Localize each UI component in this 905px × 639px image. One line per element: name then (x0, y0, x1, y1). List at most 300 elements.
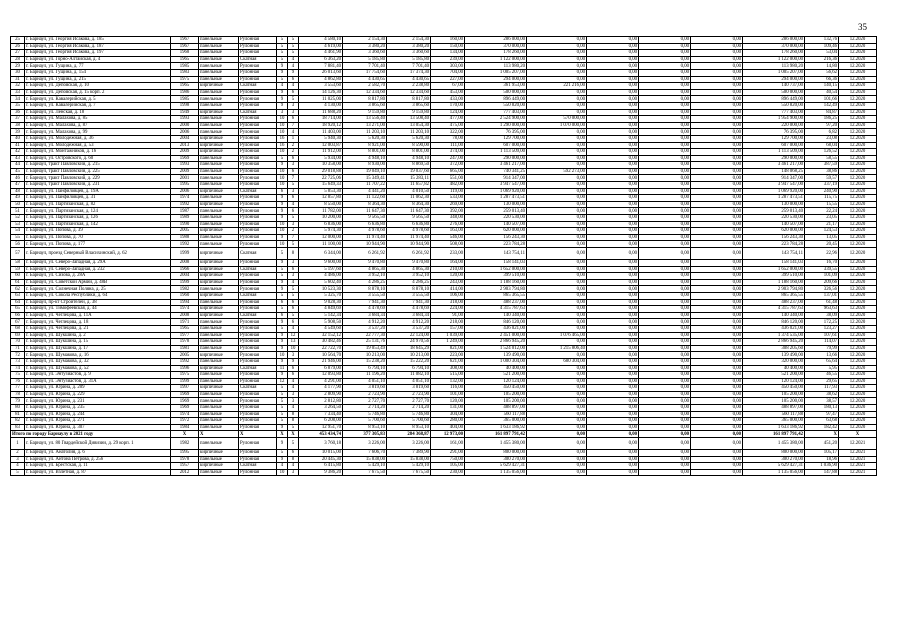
cell-addr: г. Барнаул, ул. 80 Гвардейской Дивизии, д. 29 корп. 1 (25, 438, 171, 450)
cell-c2: 0,00 (527, 319, 587, 326)
cell-a1: 12 003,87 (299, 142, 343, 149)
cell-a1: 3 760,18 (299, 438, 343, 450)
cell-date: 12.2020 (839, 248, 877, 260)
cell-n: 81 (11, 411, 25, 418)
cell-c4: 0,00 (639, 431, 691, 438)
cell-c3: 0,00 (587, 260, 639, 267)
cell-year: 1978 (171, 339, 199, 346)
cell-en: 6 (288, 89, 299, 96)
cell-a1: 11 100,00 (299, 241, 343, 248)
cell-c3: 0,00 (587, 234, 639, 241)
cell-u1: 216,36 (805, 56, 839, 63)
table-row (11, 385, 877, 392)
cell-c2: 0,00 (527, 405, 587, 412)
cell-p: 227,00 (431, 76, 465, 83)
cell-c1: 399 510,00 (465, 273, 527, 280)
cell-u1: 22,24 (805, 208, 839, 215)
cell-p: 508,00 (431, 241, 465, 248)
cell-en: 5 (288, 438, 299, 450)
cell-fl: 5 (277, 155, 288, 162)
cell-a1: 4 619,00 (299, 43, 343, 50)
cell-fl: 9 (277, 96, 288, 103)
table-row (11, 411, 877, 418)
cell-c4: 0,00 (639, 142, 691, 149)
table-row (11, 142, 877, 149)
table-row (11, 234, 877, 241)
cell-c5: 0,00 (691, 352, 743, 359)
cell-c2: 0,00 (527, 431, 587, 438)
cell-roof: Рулонная (239, 339, 277, 346)
cell-c3: 0,00 (587, 424, 639, 431)
cell-roof: Рулонная (239, 241, 277, 248)
table-row (11, 102, 877, 109)
cell-roof: Скатная (239, 312, 277, 319)
cell-c4: 0,00 (639, 424, 691, 431)
cell-fl: 9 (277, 215, 288, 222)
cell-a1: 11 688,20 (299, 109, 343, 116)
table-row (11, 463, 877, 470)
cell-tot: 488 897,00 (743, 405, 805, 412)
cell-c1: 1 122 000,00 (465, 56, 527, 63)
cell-tot: 550 820,00 (743, 102, 805, 109)
cell-fl: 12 (277, 378, 288, 385)
cell-n: 74 (11, 365, 25, 372)
cell-en: 4 (288, 201, 299, 208)
cell-year: 1966 (171, 266, 199, 273)
cell-n: 38 (11, 122, 25, 129)
cell-c3: 0,00 (587, 378, 639, 385)
cell-tot: 129 700,00 (743, 135, 805, 142)
cell-u1: 15,55 (805, 201, 839, 208)
cell-roof: Рулонная (239, 469, 277, 476)
cell-a3: 15 838,00 (387, 456, 431, 463)
cell-c5: 0,00 (691, 208, 743, 215)
cell-c4: 0,00 (639, 463, 691, 470)
cell-en: 6 (288, 299, 299, 306)
cell-year: 1969 (171, 405, 199, 412)
cell-c2: 0,00 (527, 418, 587, 425)
cell-p: 621,00 (431, 358, 465, 365)
cell-c5: 0,00 (691, 418, 743, 425)
cell-addr: г. Барнаул, ул. Гущина, д. 77 (25, 63, 171, 70)
cell-roof: Рулонная (239, 116, 277, 123)
cell-a3: 7 701,40 (387, 63, 431, 70)
cell-a1: 5 853,30 (299, 188, 343, 195)
cell-fl: 9 (277, 162, 288, 169)
cell-roof: Скатная (239, 83, 277, 90)
cell-c3: 0,00 (587, 208, 639, 215)
cell-c4: 0,00 (639, 168, 691, 175)
cell-u1: 387,59 (805, 162, 839, 169)
cell-c3: 0,00 (587, 411, 639, 418)
cell-u1: 18,96 (805, 456, 839, 463)
cell-c3: 0,00 (587, 438, 639, 450)
cell-c1: 5 629 427,31 (465, 463, 527, 470)
cell-year: 1983 (171, 69, 199, 76)
cell-a3: 8 869,50 (387, 162, 431, 169)
cell-c2: 0,00 (527, 279, 587, 286)
cell-u1: 180,13 (805, 405, 839, 412)
cell-en: 3 (288, 469, 299, 476)
cell-tot: 620 000,00 (743, 228, 805, 235)
cell-c5: 0,00 (691, 109, 743, 116)
cell-date: 12.2020 (839, 83, 877, 90)
cell-date: 12.2020 (839, 234, 877, 241)
cell-fl: 10 (277, 175, 288, 182)
cell-fl: 5 (277, 306, 288, 313)
cell-a2: 25 131,76 (343, 339, 387, 346)
cell-fl: X (277, 431, 288, 438)
cell-en: 7 (288, 122, 299, 129)
cell-roof: Рулонная (239, 63, 277, 70)
cell-addr: г. Барнаул, ул. Северо-Западная, д. 29А (25, 260, 171, 267)
cell-date: 12.2020 (839, 215, 877, 222)
cell-en: 9 (288, 358, 299, 365)
cell-a1: 5 325,70 (299, 292, 343, 299)
cell-u1: 172,25 (805, 319, 839, 326)
cell-date: 12.2020 (839, 319, 877, 326)
cell-roof: Скатная (239, 292, 277, 299)
cell-wall: панельные (199, 50, 239, 57)
cell-en: 9 (288, 69, 299, 76)
cell-roof: Скатная (239, 463, 277, 470)
cell-en: 8 (288, 411, 299, 418)
cell-year: 1974 (171, 411, 199, 418)
cell-roof: Рулонная (239, 332, 277, 339)
cell-c5: 0,00 (691, 168, 743, 175)
cell-fl: 9 (277, 345, 288, 352)
cell-date: 12.2020 (839, 358, 877, 365)
cell-c2: 0,00 (527, 411, 587, 418)
cell-n: 54 (11, 228, 25, 235)
cell-year: 1974 (171, 306, 199, 313)
cell-wall: панельные (199, 162, 239, 169)
cell-fl: 9 (277, 208, 288, 215)
table-row (11, 208, 877, 215)
cell-a1: 5 142,34 (299, 312, 343, 319)
table-row (11, 319, 877, 326)
cell-addr: г. Барнаул, тракт Павловский, д. 225 (25, 168, 171, 175)
cell-c4: 0,00 (639, 299, 691, 306)
cell-c2: 221 216,00 (527, 83, 587, 90)
cell-a3: 2 714,20 (387, 405, 431, 412)
cell-a3: 18 645,29 (387, 345, 431, 352)
cell-date: 12.2020 (839, 352, 877, 359)
cell-a2: 4 865,30 (343, 266, 387, 273)
cell-addr: г. Барнаул, ул. Партизанская, д. 124 (25, 208, 171, 215)
cell-c4: 0,00 (639, 266, 691, 273)
cell-c2: 0,00 (527, 385, 587, 392)
cell-c1: 914 347,00 (465, 175, 527, 182)
cell-year: 2004 (171, 273, 199, 280)
cell-en: 3 (288, 391, 299, 398)
cell-c5: 0,00 (691, 188, 743, 195)
cell-c3: 0,00 (587, 418, 639, 425)
cell-addr: г. Барнаул, ул. Молодежная, д. 36 (25, 135, 171, 142)
cell-roof: Рулонная (239, 411, 277, 418)
cell-date: 12.2020 (839, 279, 877, 286)
table-row (11, 339, 877, 346)
cell-a1: 18 920,12 (299, 122, 343, 129)
cell-u1: 20,45 (805, 241, 839, 248)
cell-year: 2008 (171, 260, 199, 267)
cell-tot: 4 315 787,63 (743, 306, 805, 313)
cell-wall: кирпичные (199, 260, 239, 267)
cell-c4: 0,00 (639, 286, 691, 293)
cell-wall: панельные (199, 438, 239, 450)
cell-c1: 139 490,00 (465, 352, 527, 359)
cell-en: 6 (288, 372, 299, 379)
cell-wall: панельные (199, 418, 239, 425)
cell-fl: 5 (277, 405, 288, 412)
cell-c3: 0,00 (587, 352, 639, 359)
cell-wall: кирпичные (199, 312, 239, 319)
cell-addr: г. Барнаул, ул. Островского, д. 60 (25, 155, 171, 162)
cell-c2: 0,00 (527, 89, 587, 96)
cell-a2: 15 238,20 (343, 358, 387, 365)
cell-date: 12.2020 (839, 135, 877, 142)
cell-date: 12.2020 (839, 155, 877, 162)
cell-c3: 0,00 (587, 312, 639, 319)
cell-wall: панельные (199, 43, 239, 50)
cell-a2: 8 953,10 (343, 424, 387, 431)
cell-date: 12.2020 (839, 345, 877, 352)
cell-roof: Рулонная (239, 168, 277, 175)
table-row (11, 365, 877, 372)
cell-p: 515,00 (431, 372, 465, 379)
cell-date: 12.2020 (839, 208, 877, 215)
cell-date: 12.2020 (839, 411, 877, 418)
cell-addr: г. Барнаул, ул. Ленская, д. 18 (25, 109, 171, 116)
cell-en: 6 (288, 450, 299, 457)
cell-year: 1993 (171, 162, 199, 169)
cell-a1: 9 386,20 (299, 469, 343, 476)
cell-a3: 6 636,80 (387, 221, 431, 228)
cell-a2: 4 478,69 (343, 306, 387, 313)
cell-roof: Рулонная (239, 299, 277, 306)
cell-a3: 4 286,25 (387, 279, 431, 286)
cell-c2: 0,00 (527, 195, 587, 202)
cell-a2: 3 380,20 (343, 43, 387, 50)
cell-p: 78,00 (431, 135, 465, 142)
cell-p: 233,00 (431, 248, 465, 260)
cell-n: 66 (11, 312, 25, 319)
cell-u1: 101,66 (805, 96, 839, 103)
cell-roof: Рулонная (239, 96, 277, 103)
cell-fl: 10 (277, 122, 288, 129)
cell-roof: Рулонная (239, 438, 277, 450)
cell-c5: 0,00 (691, 201, 743, 208)
cell-addr: г. Барнаул, ул. Антона Петрова, д. 256 (25, 456, 171, 463)
cell-a2: 3 865,60 (343, 102, 387, 109)
cell-c4: 0,00 (639, 122, 691, 129)
table-row (11, 155, 877, 162)
cell-c2: 0,00 (527, 175, 587, 182)
cell-a1: 32 152,12 (299, 332, 343, 339)
cell-c1: 1 287 473,51 (465, 195, 527, 202)
cell-c3: 0,00 (587, 149, 639, 156)
cell-c2: 0,00 (527, 266, 587, 273)
cell-c3: 0,00 (587, 109, 639, 116)
cell-c3: 0,00 (587, 332, 639, 339)
cell-c3: 0,00 (587, 155, 639, 162)
cell-wall: кирпичные (199, 248, 239, 260)
cell-year: 1992 (171, 201, 199, 208)
cell-addr: г. Барнаул, ул. Партизанская, д. 126 (25, 215, 171, 222)
cell-addr: г. Барнаул, ул. Шукшина, д. 15 (25, 339, 171, 346)
cell-a2: 5 700,60 (343, 418, 387, 425)
cell-fl: 9 (277, 69, 288, 76)
cell-roof: Рулонная (239, 234, 277, 241)
cell-c4: 0,00 (639, 273, 691, 280)
cell-u1: 1 036,90 (805, 463, 839, 470)
cell-tot: 140 340,00 (743, 312, 805, 319)
cell-roof: Рулонная (239, 175, 277, 182)
table-row (11, 228, 877, 235)
cell-c4: 0,00 (639, 332, 691, 339)
cell-c4: 0,00 (639, 398, 691, 405)
cell-c2: 0,00 (527, 221, 587, 228)
cell-c3: 0,00 (587, 162, 639, 169)
cell-en: 6 (288, 365, 299, 372)
cell-a3: 22 124,00 (387, 332, 431, 339)
cell-c3: 0,00 (587, 292, 639, 299)
cell-n: 49 (11, 195, 25, 202)
cell-addr: г. Барнаул, ул. Брестская, д. 11 (25, 463, 171, 470)
cell-wall: панельные (199, 456, 239, 463)
cell-tot: 488 237,00 (743, 299, 805, 306)
cell-date: 12.2020 (839, 149, 877, 156)
table-row (11, 456, 877, 463)
cell-c4: 0,00 (639, 279, 691, 286)
cell-a2: 15 349,41 (343, 175, 387, 182)
cell-en: 2 (288, 149, 299, 156)
cell-fl: 9 (277, 358, 288, 365)
cell-tot: 1 135 056,00 (743, 469, 805, 476)
table-row (11, 56, 877, 63)
cell-c1: 76 395,00 (465, 129, 527, 136)
cell-tot: 399 510,00 (743, 273, 805, 280)
cell-c4: 0,00 (639, 129, 691, 136)
cell-c5: 0,00 (691, 319, 743, 326)
cell-year: 1995 (171, 450, 199, 457)
cell-c1: 1 188 160,00 (465, 279, 527, 286)
cell-en: X (288, 431, 299, 438)
cell-roof: X (239, 431, 277, 438)
cell-p: 392,00 (431, 208, 465, 215)
cell-date: 12.2020 (839, 175, 877, 182)
cell-roof: Рулонная (239, 398, 277, 405)
cell-a2: 15 838,00 (343, 456, 387, 463)
cell-c2: 0,00 (527, 135, 587, 142)
cell-date: 12.2020 (839, 228, 877, 235)
cell-date: 12.2020 (839, 63, 877, 70)
cell-a1: 10 564,70 (299, 352, 343, 359)
cell-year: 2005 (171, 228, 199, 235)
cell-u1: 186,25 (805, 116, 839, 123)
cell-tot: 290 000,00 (743, 155, 805, 162)
cell-c3: 0,00 (587, 221, 639, 228)
cell-en: 7 (288, 234, 299, 241)
table-row (11, 372, 877, 379)
cell-c4: 0,00 (639, 182, 691, 189)
cell-year: 1996 (171, 365, 199, 372)
cell-a3: 3 360,60 (387, 50, 431, 57)
cell-n: 47 (11, 182, 25, 189)
cell-year: 2005 (171, 352, 199, 359)
cell-addr: г. Барнаул, проезд Северный Власихинский, д. 62 (25, 248, 171, 260)
cell-fl: 16 (277, 135, 288, 142)
cell-n: 35 (11, 102, 25, 109)
cell-fl: 10 (277, 469, 288, 476)
cell-p: 291,00 (431, 450, 465, 457)
cell-fl: 5 (277, 292, 288, 299)
cell-c5: 0,00 (691, 149, 743, 156)
cell-c3: 0,00 (587, 266, 639, 273)
cell-a3: 12 334,60 (387, 89, 431, 96)
cell-roof: Скатная (239, 365, 277, 372)
cell-a3: 10 213,00 (387, 352, 431, 359)
cell-c5: 0,00 (691, 135, 743, 142)
table-row (11, 89, 877, 96)
cell-c5: 0,00 (691, 69, 743, 76)
cell-a2: 8 817,80 (343, 96, 387, 103)
cell-addr: г. Барнаул, ул. Попова, д. 70 (25, 234, 171, 241)
cell-wall: панельные (199, 175, 239, 182)
cell-u1: 6,82 (805, 129, 839, 136)
cell-a1: 5 940,30 (299, 135, 343, 142)
cell-fl: 9 (277, 63, 288, 70)
cell-year: 1992 (171, 241, 199, 248)
cell-tot: 1 287 473,51 (743, 195, 805, 202)
cell-a2: 5 620,30 (343, 135, 387, 142)
cell-tot: 500 000,00 (743, 89, 805, 96)
cell-a3: 3 226,00 (387, 438, 431, 450)
cell-c1: 178 260,00 (465, 50, 527, 57)
cell-a3: 7 675,50 (387, 469, 431, 476)
cell-roof: Рулонная (239, 279, 277, 286)
cell-en: 3 (288, 109, 299, 116)
cell-c2: 1 215 806,40 (527, 345, 587, 352)
table-row (11, 175, 877, 182)
cell-c5: 0,00 (691, 411, 743, 418)
cell-p: 269,00 (431, 201, 465, 208)
cell-c5: 0,00 (691, 195, 743, 202)
cell-c4: 0,00 (639, 76, 691, 83)
cell-a2: 10 213,00 (343, 352, 387, 359)
cell-fl: 10 (277, 116, 288, 123)
cell-c3: 0,00 (587, 175, 639, 182)
cell-u1: 63,68 (805, 418, 839, 425)
cell-c3: 0,00 (587, 431, 639, 438)
cell-c5: 0,00 (691, 292, 743, 299)
cell-tot: 896 449,00 (743, 96, 805, 103)
cell-tot: 3 461 217,00 (743, 162, 805, 169)
cell-c4: 0,00 (639, 469, 691, 476)
cell-u1: 61,48 (805, 299, 839, 306)
cell-a2: 6 261,92 (343, 248, 387, 260)
cell-year: 1981 (171, 345, 199, 352)
cell-p: 132,00 (431, 378, 465, 385)
cell-a3: 13 054,30 (387, 122, 431, 129)
cell-u1: 38,57 (805, 398, 839, 405)
cell-roof: Рулонная (239, 182, 277, 189)
cell-a2: 19 049,10 (343, 168, 387, 175)
table-row (11, 325, 877, 332)
cell-c4: 0,00 (639, 260, 691, 267)
cell-en: 4 (288, 325, 299, 332)
cell-date: 12.2020 (839, 89, 877, 96)
